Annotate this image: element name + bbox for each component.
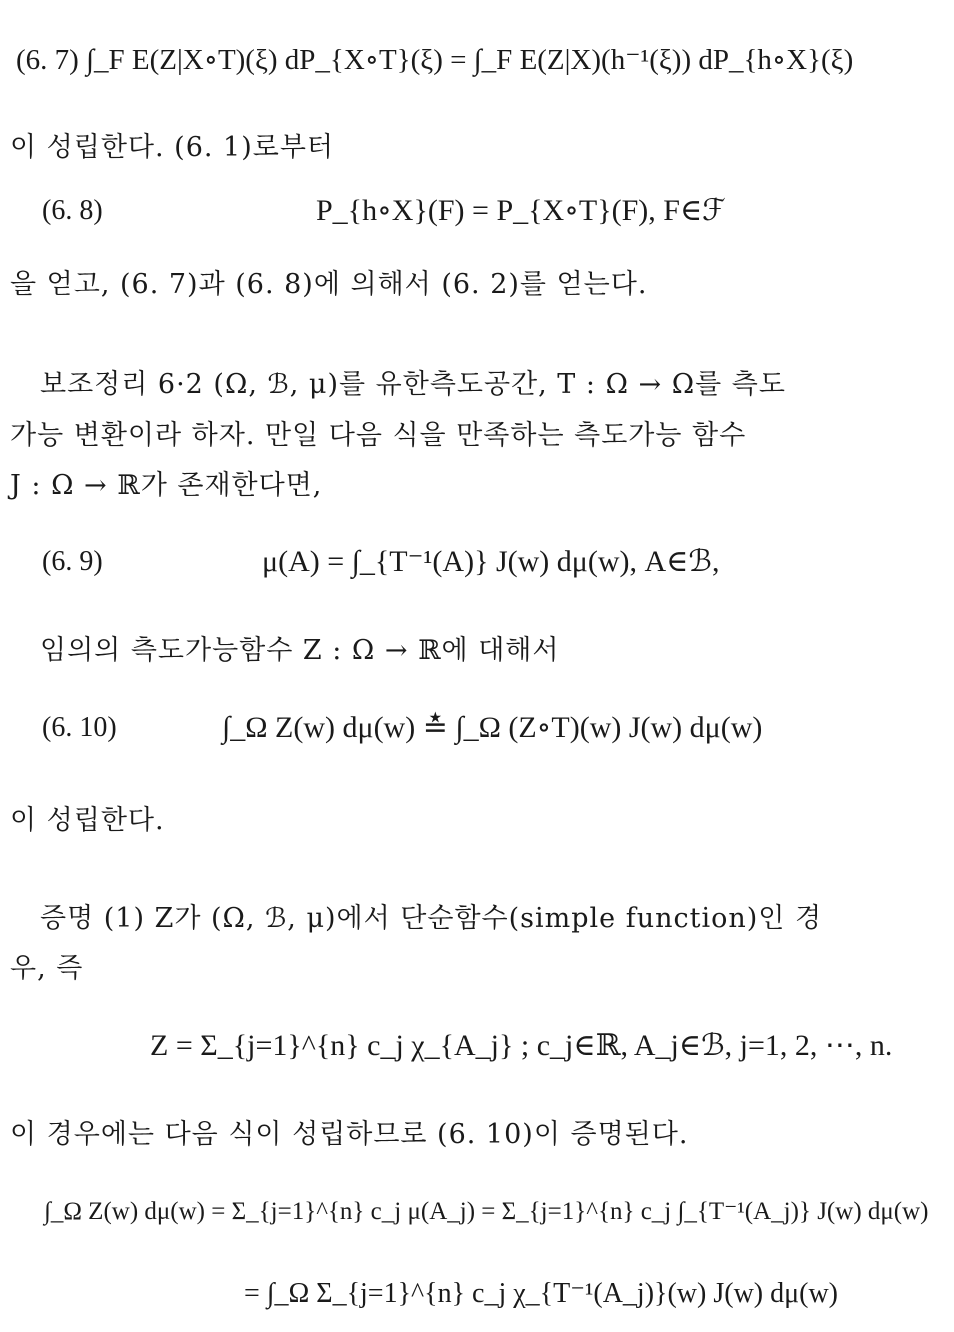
equation-6-10: ∫_Ω Z(w) dμ(w) ≛ ∫_Ω (Z∘T)(w) J(w) dμ(w) (222, 711, 763, 744)
lemma-line-1: 보조정리 6·2 (Ω, ℬ, μ)를 유한측도공간, T : Ω → Ω를 측도 (40, 369, 786, 400)
equation-6-8-number: (6. 8) (42, 195, 103, 226)
lemma-line-3: J : Ω → ℝ가 존재한다면, (10, 470, 323, 501)
equation-6-9: μ(A) = ∫_{T⁻¹(A)} J(w) dμ(w), A∈ℬ, (262, 545, 720, 578)
equation-6-10-number: (6. 10) (42, 712, 117, 743)
equation-final-2: = ∫_Ω Σ_{j=1}^{n} c_j χ_{T⁻¹(A_j)}(w) J(w) dμ(w) (244, 1278, 838, 1309)
text-line-4: 이 성립한다. (10, 805, 165, 836)
equation-6-9-number: (6. 9) (42, 546, 103, 577)
text-line-1: 이 성립한다. (6. 1)로부터 (10, 132, 334, 163)
lemma-line-2: 가능 변환이라 하자. 만일 다음 식을 만족하는 측도가능 함수 (10, 420, 747, 451)
text-line-5: 이 경우에는 다음 식이 성립하므로 (6. 10)이 증명된다. (10, 1119, 689, 1150)
proof-line-2: 우, 즉 (10, 953, 84, 984)
text-line-2: 을 얻고, (6. 7)과 (6. 8)에 의해서 (6. 2)를 얻는다. (10, 269, 648, 300)
equation-6-8: P_{h∘X}(F) = P_{X∘T}(F), F∈ℱ (316, 194, 726, 227)
equation-simple-function: Z = Σ_{j=1}^{n} c_j χ_{A_j} ; c_j∈ℝ, A_j∈ℬ, j=1, 2, ⋯, n. (150, 1029, 893, 1062)
equation-6-7: (6. 7) ∫_F E(Z|X∘T)(ξ) dP_{X∘T}(ξ) = ∫_F E(Z|X)(h⁻¹(ξ)) dP_{h∘X}(ξ) (16, 44, 854, 76)
text-line-3: 임의의 측도가능함수 Z : Ω → ℝ에 대해서 (40, 635, 560, 666)
equation-final-1: ∫_Ω Z(w) dμ(w) = Σ_{j=1}^{n} c_j μ(A_j) = Σ_{j=1}^{n} c_j ∫_{T⁻¹(A_j)} J(w) dμ(w) (44, 1198, 929, 1225)
proof-line-1: 증명 (1) Z가 (Ω, ℬ, μ)에서 단순함수(simple function)인 경 (40, 903, 823, 934)
